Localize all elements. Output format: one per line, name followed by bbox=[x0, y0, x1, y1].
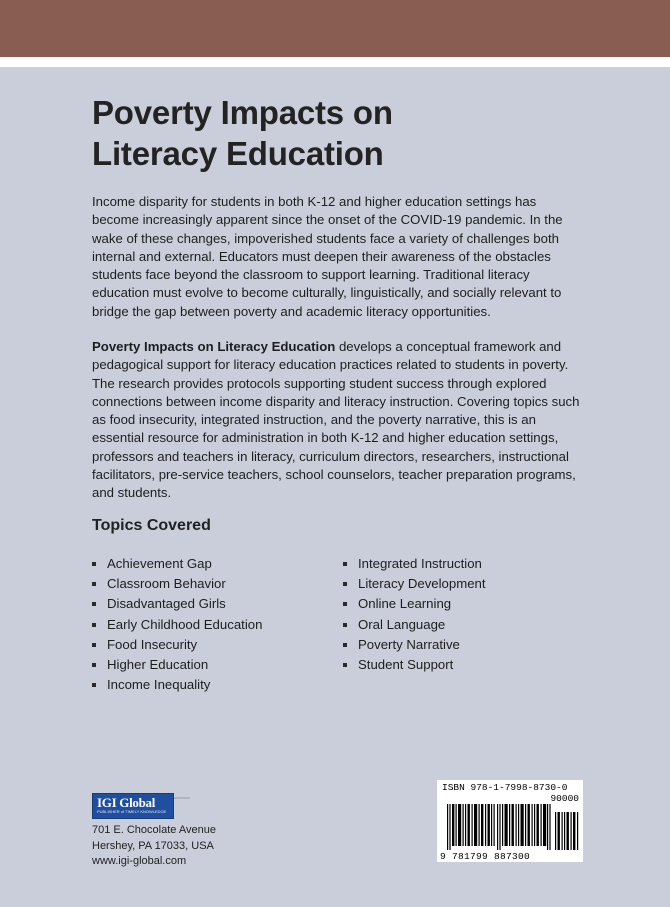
topic-item: Integrated Instruction bbox=[343, 554, 486, 574]
publisher-address bbox=[92, 823, 216, 870]
book-title bbox=[92, 92, 592, 174]
barcode-icon bbox=[441, 804, 581, 850]
barcode-box bbox=[437, 780, 583, 862]
topic-item: Online Learning bbox=[343, 594, 486, 614]
top-color-band bbox=[0, 0, 670, 57]
topic-item: Income Inequality bbox=[92, 675, 262, 695]
logo-text: IGI Global bbox=[97, 795, 156, 810]
logo-tagline: PUBLISHER of TIMELY KNOWLEDGE bbox=[97, 809, 167, 814]
topic-item: Literacy Development bbox=[343, 574, 486, 594]
topic-item: Food Insecurity bbox=[92, 635, 262, 655]
address-line-2: Hershey, PA 17033, USA bbox=[92, 839, 214, 852]
igi-global-logo bbox=[92, 793, 174, 819]
topics-list-right bbox=[343, 554, 486, 675]
topic-item: Early Childhood Education bbox=[92, 615, 262, 635]
topic-item: Higher Education bbox=[92, 655, 262, 675]
topic-item: Achievement Gap bbox=[92, 554, 262, 574]
book-title-line-2: Literacy Education bbox=[92, 135, 384, 172]
description-paragraph-1: Income disparity for students in both K-12 and higher education settings has become increasingly apparent since the onset of the COVID-19 pandemic. In the wake of these changes, impoverished students face a variety of challenges both internal and external. Educators must deepen their awareness of the obstacles students face beyond the classroom to support learning. Traditional literacy education must evolve to become culturally, linguistically, and socially relevant to bridge the gap between poverty and academic literacy opportunities. bbox=[92, 194, 563, 319]
description-book-title-bold: Poverty Impacts on Literacy Education bbox=[92, 339, 336, 354]
topic-item: Poverty Narrative bbox=[343, 635, 486, 655]
logo-underline-decoration bbox=[174, 797, 190, 799]
topic-item: Oral Language bbox=[343, 615, 486, 635]
topics-list-left bbox=[92, 554, 262, 695]
ean-digits: 9 781799 887300 bbox=[440, 851, 531, 862]
topic-item: Student Support bbox=[343, 655, 486, 675]
address-line-1: 701 E. Chocolate Avenue bbox=[92, 824, 216, 836]
barcode-addon-number: 90000 bbox=[550, 793, 579, 804]
description-paragraph-2 bbox=[92, 338, 582, 503]
book-title-line-1: Poverty Impacts on bbox=[92, 94, 393, 131]
top-white-strip bbox=[0, 57, 670, 67]
topic-item: Disadvantaged Girls bbox=[92, 594, 262, 614]
isbn-text: ISBN 978-1-7998-8730-0 bbox=[442, 782, 568, 793]
topics-heading: Topics Covered bbox=[92, 517, 211, 534]
description-paragraph-2-text: develops a conceptual framework and pedagogical support for literacy education practices related to students in poverty. The research provides protocols supporting student success through explored connections between income disparity and literacy instruction. Covering topics such as food insecurity, integrated instruction, and the poverty narrative, this is an essential resource for administration in both K-12 and higher education settings, professors and teachers in literacy, curriculum directors, researchers, instructional facilitators, pre-service teachers, school counselors, teacher preparation programs, and students. bbox=[92, 339, 580, 501]
topic-item: Classroom Behavior bbox=[92, 574, 262, 594]
publisher-website: www.igi-global.com bbox=[92, 855, 187, 867]
